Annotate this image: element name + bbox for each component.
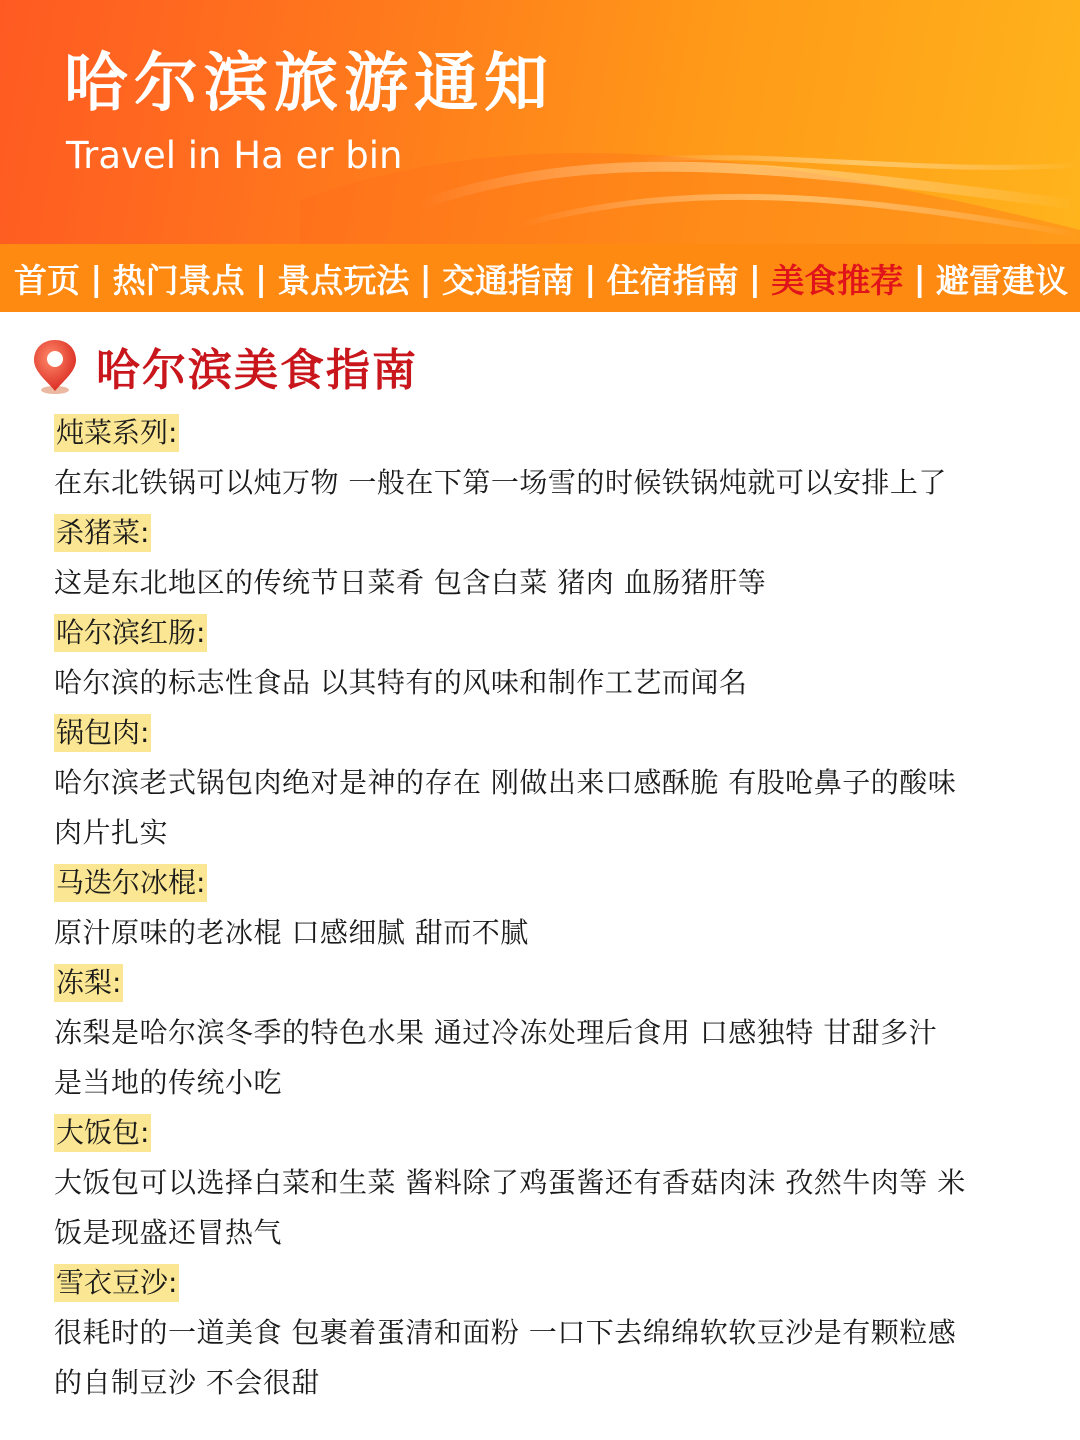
nav-separator: |	[913, 258, 926, 298]
page-title: 哈尔滨旅游通知	[64, 47, 554, 121]
food-item-description: 大饭包可以选择白菜和生菜 酱料除了鸡蛋酱还有香菇肉沫 孜然牛肉等 米	[54, 1166, 966, 1199]
food-item-description: 原汁原味的老冰棍 口感细腻 甜而不腻	[54, 916, 529, 949]
food-item-title-row	[54, 508, 1044, 558]
food-item-title-row	[54, 958, 1044, 1008]
food-item-title: 马迭尔冰棍:	[54, 858, 207, 908]
food-item-description: 很耗时的一道美食 包裹着蛋清和面粉 一口下去绵绵软软豆沙是有颗粒感	[54, 1316, 957, 1349]
food-item-title-row	[54, 608, 1044, 658]
section-header	[30, 334, 418, 398]
food-item-description: 哈尔滨老式锅包肉绝对是神的存在 刚做出来口感酥脆 有股呛鼻子的酸味	[54, 766, 957, 799]
nav-separator: |	[419, 258, 432, 298]
food-item-title: 大饭包:	[54, 1108, 151, 1158]
nav-item-pitfall-advice[interactable]: 避雷建议	[935, 260, 1068, 300]
food-item-title: 锅包肉:	[54, 708, 151, 758]
food-item-title: 冻梨:	[54, 958, 123, 1008]
food-item-title-row	[54, 1108, 1044, 1158]
nav-separator: |	[254, 258, 268, 298]
location-pin-icon	[30, 336, 80, 396]
nav-bar	[0, 244, 1080, 312]
food-item-description: 饭是现盛还冒热气	[54, 1216, 283, 1249]
food-item-title: 杀猪菜:	[54, 508, 151, 558]
nav-item-attraction-tips[interactable]: 景点玩法	[277, 260, 410, 300]
food-item-title-row	[54, 858, 1044, 908]
nav-menu	[14, 244, 1068, 312]
header-banner	[0, 0, 1080, 244]
nav-item-home[interactable]: 首页	[14, 260, 80, 300]
page-subtitle: Travel in Ha er bin	[66, 134, 403, 177]
food-item-title: 雪衣豆沙:	[54, 1258, 179, 1308]
food-item-description: 在东北铁锅可以炖万物 一般在下第一场雪的时候铁锅炖就可以安排上了	[54, 466, 947, 499]
food-item-description: 这是东北地区的传统节日菜肴 包含白菜 猪肉 血肠猪肝等	[54, 566, 767, 599]
nav-separator: |	[90, 258, 103, 298]
banner-swirl-decoration	[0, 0, 1080, 244]
section-title: 哈尔滨美食指南	[96, 345, 418, 396]
food-item-title-row	[54, 408, 1044, 458]
food-item-description: 的自制豆沙 不会很甜	[54, 1366, 320, 1399]
nav-item-lodging-guide[interactable]: 住宿指南	[606, 260, 739, 300]
food-item-description: 肉片扎实	[54, 816, 169, 849]
nav-separator: |	[584, 258, 597, 298]
food-list	[54, 408, 1044, 1408]
food-item-title-row	[54, 708, 1044, 758]
nav-item-hot-attractions[interactable]: 热门景点	[112, 260, 245, 300]
food-item-description: 冻梨是哈尔滨冬季的特色水果 通过冷冻处理后食用 口感独特 甘甜多汁	[54, 1016, 938, 1049]
food-item-description: 哈尔滨的标志性食品 以其特有的风味和制作工艺而闻名	[54, 666, 748, 699]
food-item-title: 炖菜系列:	[54, 408, 179, 458]
nav-item-transport-guide[interactable]: 交通指南	[441, 260, 574, 300]
food-item-description: 是当地的传统小吃	[54, 1066, 283, 1099]
nav-separator: |	[748, 258, 761, 298]
nav-item-food-recommendations[interactable]: 美食推荐	[771, 260, 904, 300]
food-item-title: 哈尔滨红肠:	[54, 608, 207, 658]
food-item-title-row	[54, 1258, 1044, 1308]
